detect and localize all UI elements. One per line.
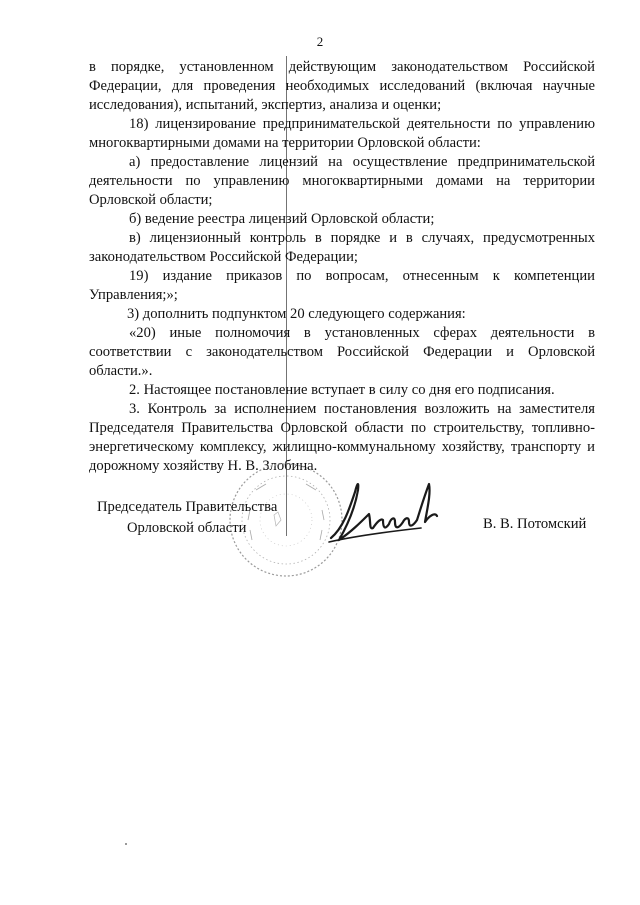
paragraph-clause-2: 2. Настоящее постановление вступает в силу со дня его подписания. xyxy=(129,382,555,398)
paragraph-item-19: 19) издание приказов по вопросам, отнесенным к компетенции Управления;»; xyxy=(89,268,595,303)
signatory-title-line2: Орловской области xyxy=(127,520,247,536)
paragraph-clause-3: 3. Контроль за исполнением постановления возложить на заместителя Председателя Правительства Орловской области по строительству, топливно-энергетическому комплексу, жилищно-коммунальному хозяйству, транспорту и дорожному хозяйству Н. В. Злобина. xyxy=(89,401,595,474)
document-body xyxy=(89,58,595,476)
paragraph-item-3: 3) дополнить подпунктом 20 следующего содержания: xyxy=(127,306,466,322)
signatory-title xyxy=(97,497,277,539)
handwritten-signature xyxy=(325,470,445,560)
page-number: 2 xyxy=(316,34,324,49)
paragraph-continuation: в порядке, установленном действующим законодательством Российской Федерации, для проведения необходимых исследований (включая научные исследования), испытаний, экспертиз, анализа и оценки; xyxy=(89,59,595,113)
paragraph-item-18a: а) предоставление лицензий на осуществление предпринимательской деятельности по управлению многоквартирными домами на территории Орловской области; xyxy=(89,154,595,208)
signatory-title-line1: Председатель Правительства xyxy=(97,499,278,515)
paragraph-item-18v: в) лицензионный контроль в порядке и в случаях, предусмотренных законодательством Российской Федерации; xyxy=(89,230,595,265)
signatory-name: В. В. Потомский xyxy=(483,516,587,532)
paragraph-item-20: «20) иные полномочия в установленных сферах деятельности в соответствии с законодательством Российской Федерации и Орловской области.». xyxy=(89,325,595,379)
paragraph-item-18b: б) ведение реестра лицензий Орловской области; xyxy=(129,211,435,227)
paragraph-item-18: 18) лицензирование предпринимательской деятельности по управлению многоквартирными домами на территории Орловской области: xyxy=(89,116,595,151)
scan-speck xyxy=(125,843,127,845)
